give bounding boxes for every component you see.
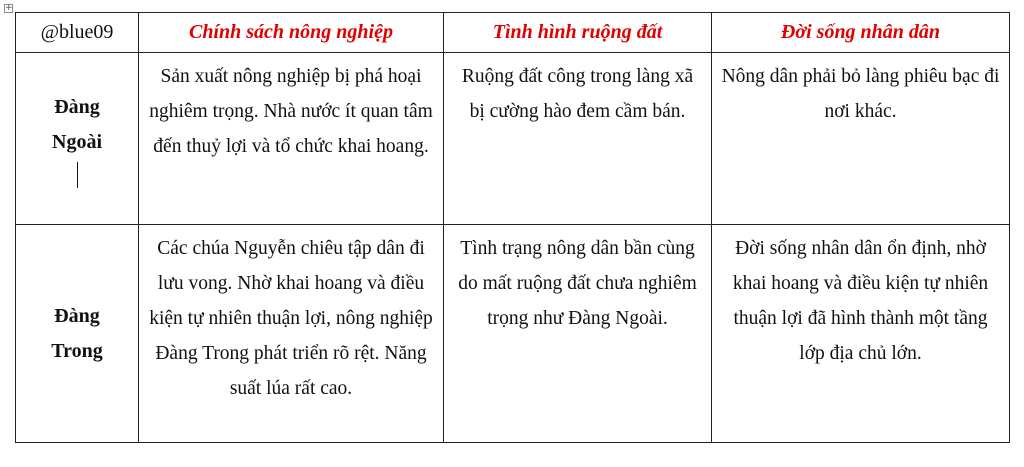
table-cell[interactable] (139, 53, 444, 225)
row-label-line: Ngoài (52, 130, 102, 153)
header-land-situation[interactable]: Tình hình ruộng đất (444, 13, 712, 53)
table-move-handle-icon[interactable]: + (5, 3, 13, 13)
table-cell[interactable] (712, 225, 1010, 443)
header-agriculture-policy[interactable]: Chính sách nông nghiệp (139, 13, 444, 53)
cell-text: Tình trạng nông dân bần cùng do mất ruộng đất chưa nghiêm trọng như Đàng Ngoài. (458, 238, 697, 329)
cell-text: Các chúa Nguyễn chiêu tập dân đi lưu vong. Nhờ khai hoang và điều kiện tự nhiên thuận lợi, nông nghiệp Đàng Trong phát triển rõ rệt. Năng suất lúa rất cao. (149, 238, 433, 399)
table-cell[interactable] (139, 225, 444, 443)
table-cell[interactable] (444, 53, 712, 225)
row-label-dang-ngoai[interactable] (16, 53, 139, 225)
table-cell[interactable] (712, 53, 1010, 225)
row-label-line: Đàng (54, 95, 100, 118)
header-people-life[interactable]: Đời sống nhân dân (712, 13, 1010, 53)
text-cursor (77, 162, 78, 188)
comparison-table (15, 12, 1010, 443)
table-header-row (16, 13, 1010, 53)
row-label-line: Đàng (54, 304, 100, 327)
row-label-dang-trong[interactable] (16, 225, 139, 443)
cell-text: Đời sống nhân dân ổn định, nhờ khai hoang và điều kiện tự nhiên thuận lợi đã hình thành một tầng lớp địa chủ lớn. (732, 238, 989, 364)
table-row (16, 225, 1010, 443)
cell-text: Nông dân phải bỏ làng phiêu bạc đi nơi khác. (721, 66, 1000, 122)
table-row (16, 53, 1010, 225)
row-label-line: Trong (51, 339, 103, 362)
cell-text: Ruộng đất công trong làng xã bị cường hào đem cầm bán. (461, 66, 694, 122)
corner-cell[interactable]: @blue09 (16, 13, 139, 53)
cell-text: Sản xuất nông nghiệp bị phá hoại nghiêm trọng. Nhà nước ít quan tâm đến thuỷ lợi và tổ chức khai hoang. (149, 66, 433, 157)
table-cell[interactable] (444, 225, 712, 443)
